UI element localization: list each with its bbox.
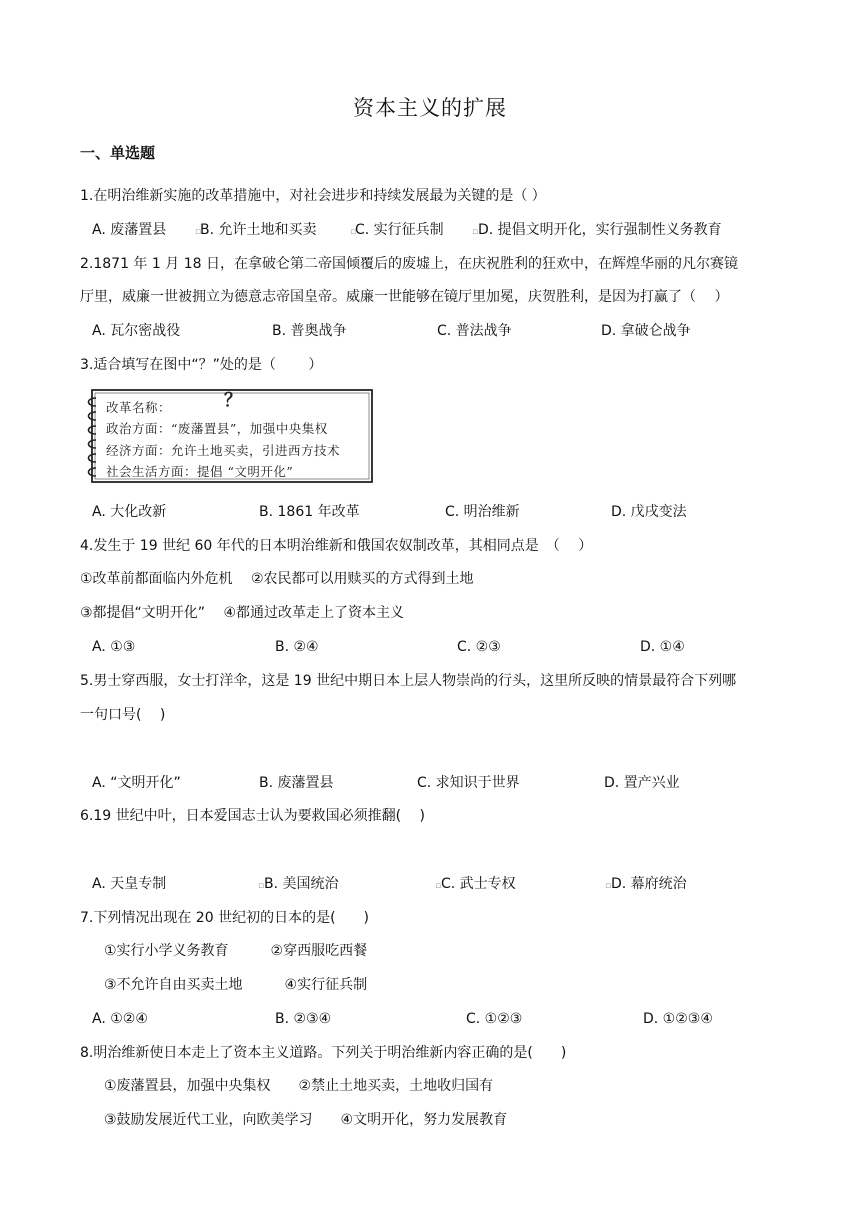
section-heading: 一、单选题 (80, 144, 156, 162)
q1-option-a: A. 废藩置县 (92, 222, 167, 238)
q5-stem-line2: 一句口号( ) (80, 707, 166, 723)
card-line-economy: 经济方面：允许土地买卖，引进西方技术 (106, 443, 341, 458)
q6-option-d: D. 幕府统治 (611, 876, 687, 892)
q5-option-d: D. 置产兴业 (604, 775, 680, 791)
q7-option-c: C. ①②③ (466, 1011, 523, 1027)
q5-option-c: C. 求知识于世界 (417, 775, 520, 791)
q2-stem-line1: 2.1871 年 1 月 18 日，在拿破仑第二帝国倾覆后的废墟上，在庆祝胜利的狂欢中，在辉煌华丽的凡尔赛镜 (80, 256, 738, 272)
separator-dot: ▫ (195, 227, 202, 237)
card-line-reform-name: 改革名称： (106, 400, 172, 415)
q7-option-b: B. ②③④ (275, 1011, 332, 1027)
reform-card-figure (82, 388, 374, 484)
card-question-mark: ？ (224, 390, 242, 411)
document-title: 资本主义的扩展 (353, 96, 507, 120)
q7-statements-2: ③不允许自由买卖土地 ④实行征兵制 (104, 977, 368, 993)
q1-option-c: C. 实行征兵制 (355, 222, 444, 238)
q4-option-c: C. ②③ (457, 639, 501, 655)
q6-option-b: B. 美国统治 (264, 876, 339, 892)
q2-option-b: B. 普奥战争 (272, 323, 347, 339)
q4-option-a: A. ①③ (92, 639, 136, 655)
q2-stem-line2: 厅里，威廉一世被拥立为德意志帝国皇帝。威廉一世能够在镜厅里加冕，庆贺胜利，是因为打赢了（ ） (80, 289, 729, 305)
q4-option-d: D. ①④ (640, 639, 685, 655)
q7-option-d: D. ①②③④ (643, 1011, 713, 1027)
separator-dot: ▫ (350, 227, 357, 237)
q8-statements-2: ③鼓励发展近代工业，向欧美学习 ④文明开化，努力发展教育 (104, 1112, 508, 1128)
separator-dot: ▫ (605, 881, 612, 891)
q3-option-d: D. 戊戌变法 (611, 504, 687, 520)
q3-stem: 3.适合填写在图中“？”处的是（ ） (80, 357, 323, 373)
q1-option-d: D. 提倡文明开化，实行强制性义务教育 (478, 222, 722, 238)
separator-dot: ▫ (258, 881, 265, 891)
q5-option-b: B. 废藩置县 (259, 775, 334, 791)
q2-option-d: D. 拿破仑战争 (601, 323, 691, 339)
q3-option-b: B. 1861 年改革 (259, 504, 360, 520)
q6-option-c: C. 武士专权 (441, 876, 516, 892)
card-line-politics: 政治方面：“废藩置县”，加强中央集权 (106, 421, 328, 436)
q5-stem-line1: 5.男士穿西服，女士打洋伞，这是 19 世纪中期日本上层人物崇尚的行头，这里所反映的情景最符合下列哪 (80, 673, 737, 689)
q6-option-a: A. 天皇专制 (92, 876, 167, 892)
q2-option-a: A. 瓦尔密战役 (92, 323, 181, 339)
q7-statements-1: ①实行小学义务教育 ②穿西服吃西餐 (104, 943, 368, 959)
q8-statements-1: ①废藩置县，加强中央集权 ②禁止土地买卖，土地收归国有 (104, 1078, 494, 1094)
q4-stem: 4.发生于 19 世纪 60 年代的日本明治维新和俄国农奴制改革，其相同点是 （ ） (80, 538, 593, 554)
q7-stem: 7.下列情况出现在 20 世纪初的日本的是( ) (80, 910, 369, 926)
q5-option-a: A. “文明开化” (92, 775, 181, 791)
q6-stem: 6.19 世纪中叶，日本爱国志士认为要救国必须推翻( ) (80, 808, 425, 824)
separator-dot: ▫ (472, 227, 479, 237)
q3-option-c: C. 明治维新 (445, 504, 520, 520)
q4-option-b: B. ②④ (275, 639, 319, 655)
separator-dot: ▫ (435, 881, 442, 891)
q1-option-b: B. 允许土地和买卖 (200, 222, 317, 238)
card-line-society: 社会生活方面：提倡 “文明开化” (106, 464, 294, 479)
q7-option-a: A. ①②④ (92, 1011, 148, 1027)
q4-statements-2: ③都提倡“文明开化” ④都通过改革走上了资本主义 (80, 605, 405, 621)
q2-option-c: C. 普法战争 (437, 323, 512, 339)
q4-statements-1: ①改革前都面临内外危机 ②农民都可以用赎买的方式得到土地 (80, 571, 474, 587)
q3-option-a: A. 大化改新 (92, 504, 167, 520)
q8-stem: 8.明治维新使日本走上了资本主义道路。下列关于明治维新内容正确的是( ) (80, 1045, 567, 1061)
q1-stem: 1.在明治维新实施的改革措施中，对社会进步和持续发展最为关键的是（ ） (80, 188, 546, 204)
